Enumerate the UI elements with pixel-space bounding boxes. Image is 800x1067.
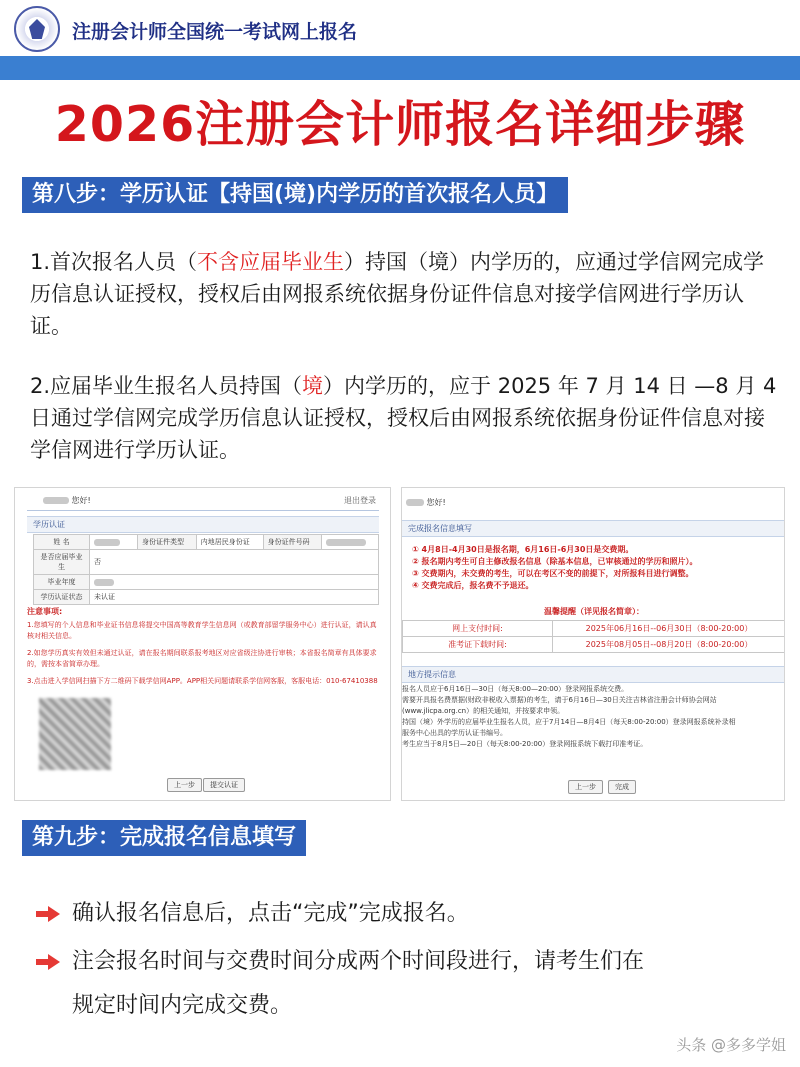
notes-title: 注意事项: [27,607,63,616]
schedule-table: 网上支付时间: 2025年06月16日--06月30日（8:00-20:00） 准考证下载时间: 2025年08月05日--08月20日（8:00-20:00） [402,620,785,653]
highlight-text: 境 [302,374,324,398]
step8-paragraph-1: 1.首次报名人员（不含应届毕业生）持国（境）内学历的，应通过学信网完成学历信息认证授权，授权后由网报系统依据身份证件信息对接学信网进行学历认证。 [30,250,765,338]
logout-link[interactable]: 退出登录 [344,496,376,505]
prev-step-button[interactable]: 上一步 [167,778,202,792]
qr-code-icon [39,698,111,770]
step8-paragraph-2: 2.应届毕业生报名人员持国（境）内学历的，应于 2025 年 7 月 14 日 —8 月 4 日通过学信网完成学历信息认证授权，授权后由网报系统依据身份证件信息对接学信网进行学历认证。 [30,374,777,462]
section-header: 学历认证 [27,516,379,533]
arrow-right-icon [36,954,60,970]
bullet-item: 注会报名时间与交费时间分成两个时间段进行，请考生们在 规定时间内完成交费。 [30,940,790,1028]
greeting: 您好! [43,495,91,506]
screenshot-education-verification [14,487,391,801]
site-header [0,0,800,58]
period-item: ① 4月8日-4月30日是报名期，6月16日-6月30日是交费期。 [412,545,634,554]
info-table: 姓 名 身份证件类型 内地居民身份证 身份证件号码 是否应届毕业生 否 毕业年度 学历认证状态 未认证 [33,534,379,605]
complete-button[interactable]: 完成 [608,780,636,794]
greeting: 您好! [406,497,446,508]
tip: (www.jlicpa.org.cn）的相关通知，并按要求申领。 [402,707,565,715]
cicpa-logo-icon [14,6,60,52]
step9-bullets [30,892,790,1028]
watermark: 头条 @多多学姐 [676,1036,786,1054]
reminder-title: 温馨提醒（详见报名简章）： [544,607,644,616]
section-header-local: 地方提示信息 [402,666,785,683]
page-title: 2026注册会计师报名详细步骤 [54,96,746,153]
tip: 考生应当于8月5日—20日（每天8:00-20:00）登录网报系统下载打印准考证。 [402,740,648,748]
submit-verification-button[interactable]: 提交认证 [203,778,245,792]
step9-banner: 第九步：完成报名信息填写 [22,820,306,856]
screenshot-complete-registration [401,487,785,801]
header-title: 注册会计师全国统一考试网上报名 [72,21,358,43]
header-divider [0,56,800,80]
period-item: ② 报名期内考生可自主修改报名信息（除基本信息，已审核通过的学历和照片）。 [412,557,698,566]
local-tips [402,684,785,750]
prev-step-button[interactable]: 上一步 [568,780,603,794]
arrow-right-icon [36,906,60,922]
section-header: 完成报名信息填写 [402,520,785,537]
tip: 报名人员应于6月16日—30日（每天8:00—20:00）登录网报系统交费。 [402,685,629,693]
period-item: ③ 交费期内，未交费的考生，可以在考区不变的前提下，对所报科目进行调整。 [412,569,694,578]
tip: 服务中心出具的学历认证书编号。 [402,729,507,737]
period-list [412,544,784,592]
note-3: 3.点击进入学信网扫描下方二维码下载学信网APP。APP相关问题请联系学信网客服，客服电话：010-67410388 [27,677,378,685]
tip: 需要开具报名费票据(财政非税收入票据)的考生，请于6月16日—30日关注吉林省注册会计师协会网站 [402,696,717,704]
note-1: 1.您填写的个人信息和毕业证书信息将提交中国高等教育学生信息网（或教育部留学服务中心）进行认证，请认真核对相关信息。 [27,621,377,640]
highlight-text: 不含应届毕业生 [197,250,345,274]
bullet-item: 确认报名信息后，点击“完成”完成报名。 [30,892,790,936]
note-2: 2.如您学历真实有效但未通过认证，请在报名期间联系报考地区对应省级注协进行审核；本省报名简章有具体要求的，需按本省简章办理。 [27,649,377,668]
tip: 持国（境）外学历的应届毕业生报名人员，应于7月14日—8月4日（每天8:00-20:00）登录网报系统补录相 [402,718,736,726]
step8-banner: 第八步：学历认证【持国(境)内学历的首次报名人员】 [22,177,568,213]
period-item: ④ 交费完成后，报名费不予退还。 [412,581,534,590]
